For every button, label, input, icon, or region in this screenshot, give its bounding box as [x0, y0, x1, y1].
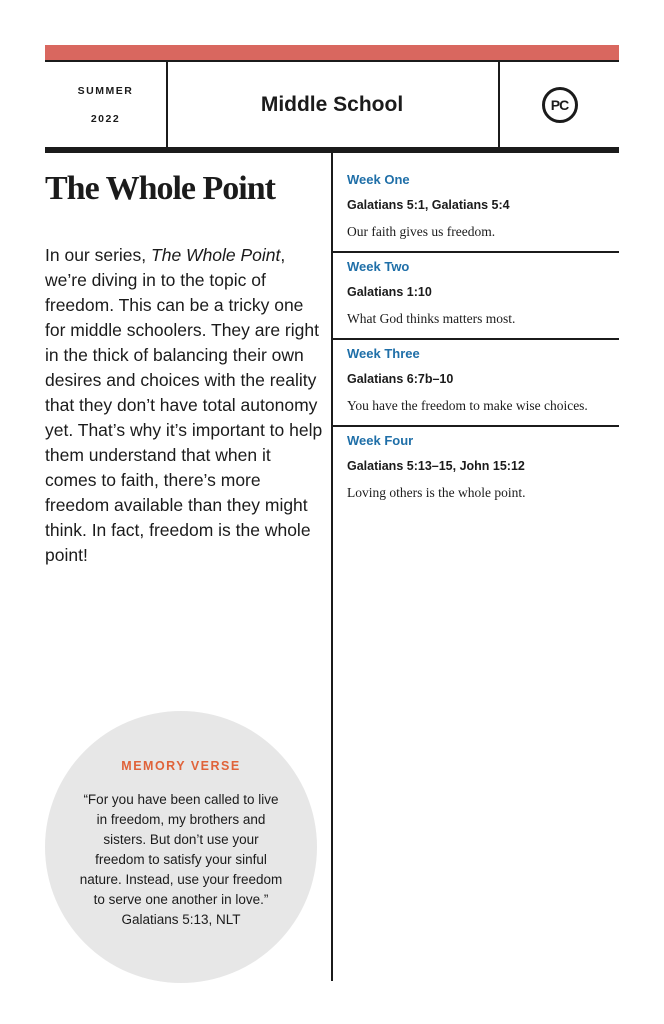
page-title: Middle School: [166, 62, 500, 147]
week-label: Week Two: [347, 259, 410, 274]
week-item: [333, 340, 619, 427]
week-summary: What God thinks matters most.: [347, 311, 516, 326]
week-item: [333, 427, 619, 512]
week-label: Week Four: [347, 433, 414, 448]
week-label: Week One: [347, 172, 410, 187]
week-summary: Our faith gives us freedom.: [347, 224, 496, 239]
logo-cell: [500, 62, 619, 147]
week-label: Week Three: [347, 346, 420, 361]
memory-verse-label: MEMORY VERSE: [121, 759, 241, 773]
week-item: [333, 253, 619, 340]
week-scripture: Galatians 1:10: [347, 285, 432, 299]
memory-verse-circle: [45, 711, 317, 983]
memory-verse-text: [77, 790, 285, 930]
series-intro: [45, 243, 325, 568]
weeks-list: [333, 166, 619, 512]
page-header: [45, 60, 619, 153]
week-summary: You have the freedom to make wise choices.: [347, 398, 588, 413]
week-summary: Loving others is the whole point.: [347, 485, 526, 500]
accent-bar: [45, 45, 619, 60]
week-scripture: Galatians 6:7b–10: [347, 372, 454, 386]
season-cell: [45, 62, 168, 147]
brand-logo-icon: PC: [542, 87, 578, 123]
week-scripture: Galatians 5:13–15, John 15:12: [347, 459, 525, 473]
series-title: The Whole Point: [45, 170, 275, 207]
memory-verse-reference: Galatians 5:13, NLT: [121, 912, 241, 927]
memory-verse-quote: “For you have been called to live in freedom, my brothers and sisters. But don’t use your freedom to satisfy your sinful nature. Instead, use your freedom to serve one another in love.”: [79, 792, 283, 907]
intro-series-name: The Whole Point: [151, 245, 281, 265]
intro-prefix: In our series,: [45, 245, 152, 265]
year-label: 2022: [90, 112, 121, 125]
week-scripture: Galatians 5:1, Galatians 5:4: [347, 198, 510, 212]
season-label: SUMMER: [77, 84, 134, 97]
intro-body: , we’re diving in to the topic of freedom. This can be a tricky one for middle schoolers. They are right in the thick of balancing their own desires and choices with the reality that they don’t have total autonomy yet. That’s why it’s important to help them understand that when it comes to faith, there’s more freedom available than they might think. In fact, freedom is the whole point!: [45, 245, 323, 565]
week-item: [333, 166, 619, 253]
